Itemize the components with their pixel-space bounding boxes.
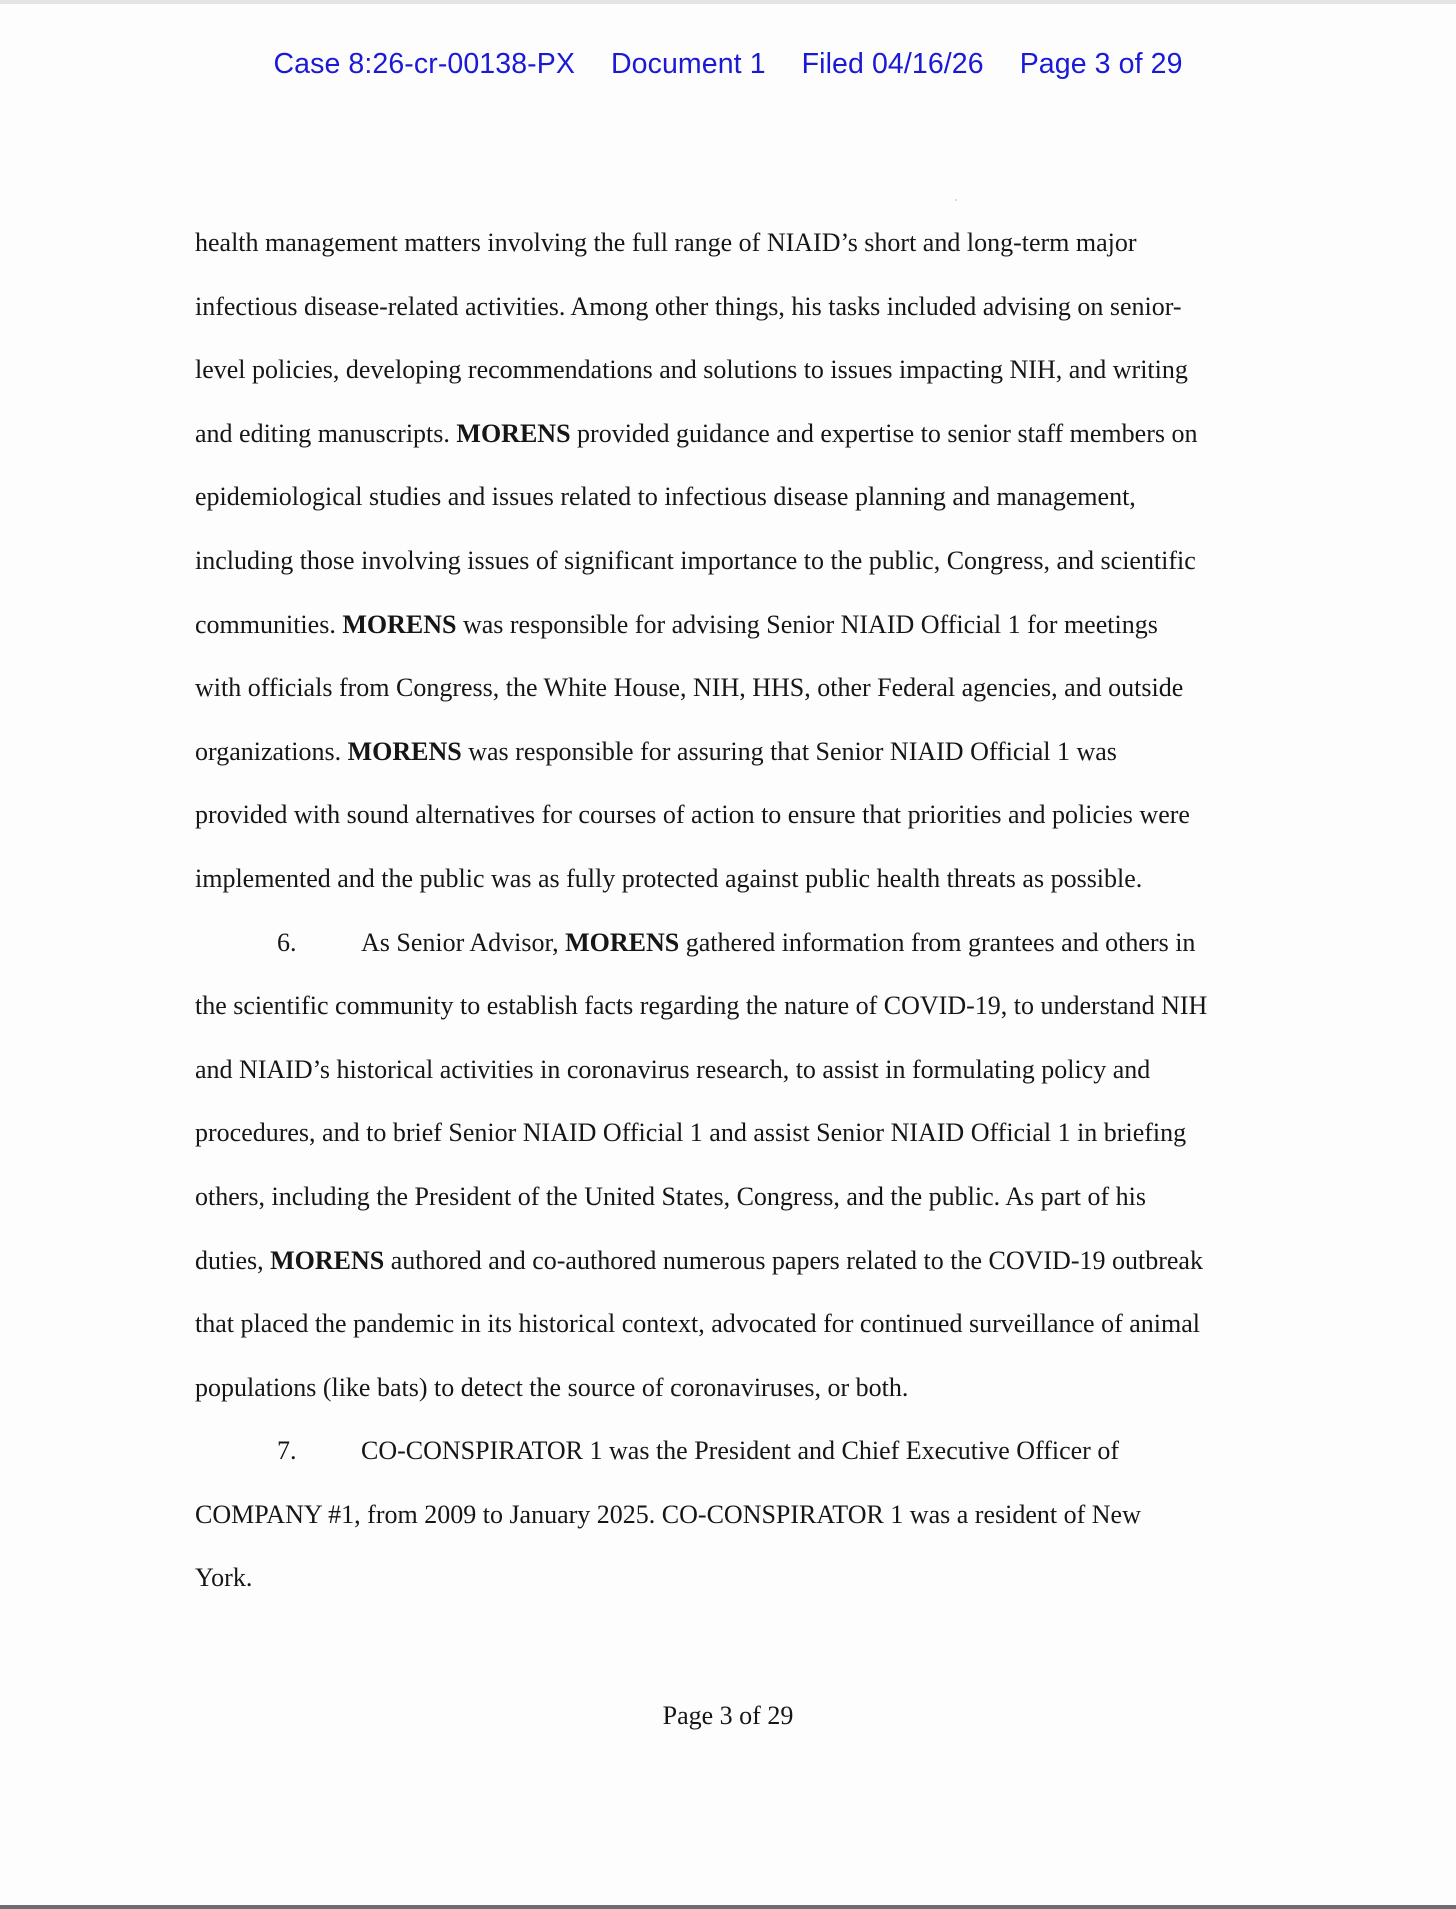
defendant-name: MORENS [270,1245,385,1275]
paragraph-number: 6. [277,927,297,957]
text-span: and editing manuscripts. [195,418,457,448]
paragraph-7-start [195,1419,1285,1483]
text-line: including those involving issues of significant importance to the public, Congress, and scientific [195,545,1196,575]
text-line: procedures, and to brief Senior NIAID Official 1 and assist Senior NIAID Official 1 in briefing [195,1118,1187,1148]
ecf-header [0,48,1456,81]
text-span: duties, [195,1245,271,1275]
text-line: others, including the President of the United States, Congress, and the public. As part of his [195,1181,1147,1211]
text-line: provided with sound alternatives for courses of action to ensure that priorities and policies were [195,800,1190,830]
paragraph-6-start [195,911,1285,975]
header-page-number: Page 3 of 29 [1019,48,1183,80]
filed-date: Filed 04/16/26 [801,48,984,80]
text-span: As Senior Advisor, [361,927,566,957]
text-span: authored and co-authored numerous papers related to the COVID-19 outbreak [384,1245,1203,1275]
text-line: implemented and the public was as fully protected against public health threats as possible. [195,863,1143,893]
defendant-name: MORENS [456,418,571,448]
text-span: CO-CONSPIRATOR 1 was the President and Chief Executive Officer of [361,1436,1119,1466]
text-line: populations (like bats) to detect the source of coronaviruses, or both. [195,1372,909,1402]
defendant-name: MORENS [565,927,680,957]
text-span: was responsible for assuring that Senior NIAID Official 1 was [461,736,1117,766]
footer-page-number: Page 3 of 29 [662,1701,794,1730]
defendant-name: MORENS [347,736,462,766]
text-span: organizations. [195,736,348,766]
text-line [195,720,1285,784]
paragraph-number: 7. [277,1436,297,1466]
text-span: gathered information from grantees and others in [679,927,1196,957]
text-line: level policies, developing recommendations and solutions to issues impacting NIH, and writing [195,355,1188,385]
text-line: with officials from Congress, the White House, NIH, HHS, other Federal agencies, and outside [195,673,1184,703]
text-span: communities. [195,609,343,639]
scan-speck [955,199,957,201]
text-line: that placed the pandemic in its historical context, advocated for continued surveillance of animal [195,1309,1200,1339]
text-line: and NIAID’s historical activities in coronavirus research, to assist in formulating policy and [195,1054,1151,1084]
text-line [195,593,1285,657]
text-line: York. [195,1563,253,1593]
defendant-name: MORENS [342,609,457,639]
text-span: was responsible for advising Senior NIAID Official 1 for meetings [456,609,1158,639]
text-span: provided guidance and expertise to senior staff members on [570,418,1198,448]
text-line: infectious disease-related activities. Among other things, his tasks included advising on senior- [195,291,1182,321]
text-line: the scientific community to establish facts regarding the nature of COVID-19, to understand NIH [195,991,1208,1021]
case-number: Case 8:26-cr-00138-PX [273,48,575,80]
text-line: health management matters involving the full range of NIAID’s short and long-term major [195,228,1137,257]
text-line [195,1229,1285,1293]
text-line [195,402,1285,466]
document-number: Document 1 [610,48,766,80]
body-text [195,211,1285,1610]
text-line: COMPANY #1, from 2009 to January 2025. CO-CONSPIRATOR 1 was a resident of New [195,1499,1141,1529]
text-line: epidemiological studies and issues related to infectious disease planning and management, [195,482,1136,512]
